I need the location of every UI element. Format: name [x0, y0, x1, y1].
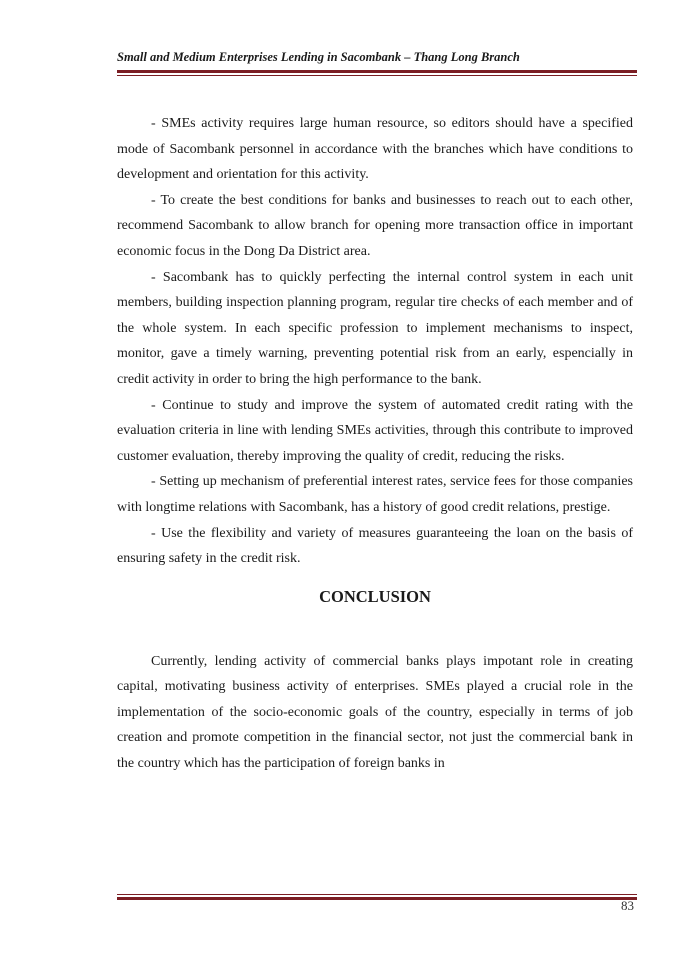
footer-rule-thick: [117, 897, 637, 900]
running-header-title: Small and Medium Enterprises Lending in Sacombank – Thang Long Branch: [117, 50, 520, 64]
header-rule: [117, 70, 637, 76]
paragraph-human-resource: - SMEs activity requires large human resource, so editors should have a specified mode of Sacombank personnel in accordance with the branches which have conditions to development and orientation for this activity.: [117, 116, 633, 183]
paragraph-credit-rating: - Continue to study and improve the system of automated credit rating with the evaluation criteria in line with lending SMEs activities, through this contribute to improved customer evaluation, thereby improving the quality of credit, reducing the risks.: [117, 397, 633, 464]
paragraph-preferential-rates: - Setting up mechanism of preferential interest rates, service fees for those companies with longtime relations with Sacombank, has a history of good credit relations, prestige.: [117, 474, 633, 515]
footer-rule-thin: [117, 894, 637, 895]
header-rule-thick: [117, 70, 637, 73]
page-number: 83: [621, 898, 634, 913]
section-gap: [117, 612, 633, 649]
paragraph-transaction-office: - To create the best conditions for banks and businesses to reach out to each other, recommend Sacombank to allow branch for opening more transaction office in important economic focus in the Dong Da District area.: [117, 192, 633, 259]
header-rule-thin: [117, 75, 637, 76]
body-text: [117, 111, 633, 777]
paragraph-loan-guarantee: - Use the flexibility and variety of measures guaranteeing the loan on the basis of ensuring safety in the credit risk.: [117, 525, 633, 567]
paragraph-internal-control: - Sacombank has to quickly perfecting the internal control system in each unit members, building inspection planning program, regular tire checks of each member and of the whole system. In each specific profession to implement mechanisms to inspect, monitor, gave a timely warning, preventing potential risk from an early, espencially in credit activity in order to bring the high performance to the bank.: [117, 269, 633, 387]
conclusion-paragraph: Currently, lending activity of commercial banks plays impotant role in creating capital, motivating business activity of enterprises. SMEs played a crucial role in the implementation of the socio-economic goals of the country, especially in terms of job creation and promote competition in the financial sector, not just the commercial bank in the country which has the participation of foreign banks in: [117, 653, 633, 772]
footer-rule: [117, 894, 637, 900]
conclusion-heading: CONCLUSION: [319, 586, 431, 606]
